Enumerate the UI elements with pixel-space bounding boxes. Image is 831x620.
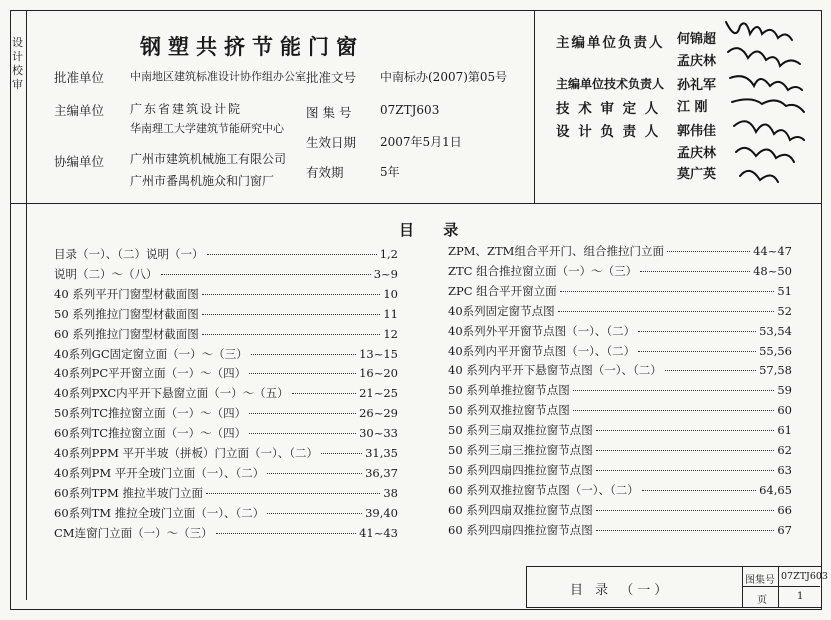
toc-entry-page: 21~25	[359, 386, 398, 401]
toc-leader-dots	[202, 314, 381, 315]
toc-right-row	[448, 283, 792, 299]
toc-left-row	[54, 505, 398, 521]
toc-left-row	[54, 425, 398, 441]
toc-entry-title: ZTC 组合推拉窗立面（一）～（三）	[448, 263, 638, 278]
co-editor-value: 广州市建筑机械施工有限公司	[130, 152, 287, 166]
toc-heading: 目 录	[399, 221, 471, 239]
toc-entry-page: 41~43	[359, 525, 398, 540]
toc-entry-title: 50 系列单推拉窗节点图	[448, 383, 570, 398]
toc-entry-page: 38	[383, 485, 398, 500]
toc-entry-page: 11	[383, 306, 398, 321]
toc-entry-page: 55,56	[759, 343, 792, 358]
toc-leader-dots	[249, 373, 356, 374]
toc-entry-title: 40系列内平开窗节点图（一）、（二）	[448, 343, 636, 358]
toc-entry-page: 3~9	[373, 266, 398, 281]
toc-right-row	[448, 362, 792, 378]
toc-leader-dots	[596, 470, 775, 471]
approval-no-label: 批准文号	[306, 70, 357, 85]
toc-left-row	[54, 365, 398, 381]
toc-entry-title: 60 系列四扇四推拉窗节点图	[448, 522, 593, 537]
toc-left-row	[54, 266, 398, 282]
toc-entry-title: 60 系列双推拉窗节点图（一）、（二）	[448, 482, 639, 497]
name-design-head-2: 孟庆林	[677, 146, 717, 161]
toc-leader-dots	[638, 351, 756, 352]
toc-entry-page: 13~15	[359, 346, 398, 361]
toc-entry-page: 62	[777, 443, 792, 457]
toc-entry-page: 59	[777, 383, 792, 398]
toc-left-row	[54, 405, 398, 421]
title-block-divider	[742, 566, 743, 608]
validity-value: 5年	[380, 165, 400, 179]
name-design-head-1: 郭伟佳	[677, 124, 717, 139]
approval-unit-value: 中南地区建筑标准设计协作组办公室	[130, 70, 306, 83]
role-tech-approver: 技 术 审 定 人	[556, 101, 661, 117]
title-block-inner-divider	[778, 566, 779, 608]
toc-entry-title: 50系列TC推拉窗立面（一）～（四）	[54, 406, 247, 421]
toc-right-row	[448, 502, 792, 518]
toc-entry-title: CM连窗门立面（一）～（三）	[54, 525, 213, 540]
chief-editor-label: 主编单位	[54, 103, 105, 118]
toc-entry-page: 1,2	[379, 247, 398, 261]
toc-leader-dots	[665, 370, 756, 371]
toc-entry-page: 66	[777, 502, 792, 517]
name-tech-approver: 江 刚	[677, 100, 708, 115]
toc-left-row	[54, 525, 398, 541]
toc-leader-dots	[161, 274, 371, 275]
toc-leader-dots	[573, 390, 775, 391]
atlas-title: 钢塑共挤节能门窗	[140, 34, 364, 59]
toc-entry-page: 44~47	[753, 244, 792, 258]
toc-left-row	[54, 346, 398, 362]
toc-entry-page: 51	[777, 283, 792, 298]
chief-editor-value-2: 华南理工大学建筑节能研究中心	[130, 122, 284, 135]
toc-right-row	[448, 482, 792, 498]
toc-entry-title: ZPM、ZTM组合平开门、组合推拉门立面	[448, 244, 664, 258]
page-cell-label: 页	[757, 595, 767, 606]
toc-leader-dots	[292, 393, 356, 394]
toc-entry-page: 12	[383, 326, 398, 341]
toc-right-row	[448, 382, 792, 398]
toc-entry-page: 60	[777, 403, 792, 418]
toc-right-row	[448, 522, 792, 538]
toc-leader-dots	[596, 430, 775, 431]
toc-entry-title: 60系列TPM 推拉半玻门立面	[54, 485, 203, 500]
toc-entry-page: 64,65	[759, 482, 792, 497]
toc-entry-page: 63	[777, 462, 792, 477]
toc-entry-title: 50 系列双推拉窗节点图	[448, 403, 570, 418]
toc-right-row	[448, 303, 792, 319]
toc-leader-dots	[596, 530, 775, 531]
toc-left-row	[54, 445, 398, 461]
atlas-no-value: 07ZTJ603	[380, 103, 440, 117]
toc-entry-page: 16~20	[359, 366, 398, 381]
toc-leader-dots	[638, 331, 756, 332]
header-divider	[534, 10, 535, 203]
toc-left-row	[54, 485, 398, 501]
toc-entry-page: 52	[777, 303, 792, 318]
atlas-no-label: 图 集 号	[306, 105, 352, 120]
toc-entry-title: 40系列GC固定窗立面（一）～（三）	[54, 346, 248, 361]
toc-left-row	[54, 286, 398, 302]
name-design-head-3: 莫广英	[677, 167, 717, 182]
toc-leader-dots	[251, 354, 356, 355]
toc-leader-dots	[596, 510, 775, 511]
role-chief-unit-head: 主编单位负责人	[556, 35, 665, 51]
toc-entry-title: 40系列外平开窗节点图（一）、（二）	[448, 323, 636, 338]
left-binding-strip	[26, 10, 27, 600]
toc-leader-dots	[640, 271, 750, 272]
toc-entry-page: 67	[777, 522, 792, 537]
toc-entry-title: 40 系列内平开下悬窗节点图（一）、（二）	[448, 363, 662, 378]
toc-entry-title: 说明（二）～（八）	[54, 266, 158, 281]
toc-right-row	[448, 323, 792, 339]
approval-no-value: 中南标办(2007)第05号	[380, 70, 508, 84]
toc-entry-title: 40系列PXC内平开下悬窗立面（一）～（五）	[54, 386, 289, 401]
toc-right-row	[448, 243, 792, 259]
toc-leader-dots	[202, 294, 381, 295]
validity-label: 有效期	[306, 165, 344, 180]
signature-image	[722, 14, 822, 194]
approval-unit-label: 批准单位	[54, 70, 105, 85]
chief-editor-value: 广东省建筑设计院	[130, 102, 243, 116]
toc-entry-title: 50 系列推拉门窗型材截面图	[54, 306, 199, 321]
toc-leader-dots	[267, 473, 362, 474]
toc-entry-title: 60系列TC推拉窗立面（一）～（四）	[54, 426, 247, 441]
toc-left-row	[54, 326, 398, 342]
toc-entry-title: 40系列PPM 平开半玻（拼板）门立面（一）、（二）	[54, 446, 319, 460]
toc-leader-dots	[207, 254, 377, 255]
toc-entry-page: 31,35	[365, 446, 398, 460]
name-chief-head-2: 孟庆林	[677, 54, 717, 69]
toc-entry-title: 60系列TM 推拉全玻门立面（一）、（二）	[54, 505, 265, 520]
toc-leader-dots	[216, 533, 357, 534]
toc-entry-title: ZPC 组合平开窗立面	[448, 283, 557, 298]
toc-entry-title: 50 系列三扇三推拉窗节点图	[448, 443, 593, 457]
toc-leader-dots	[560, 291, 775, 292]
toc-entry-title: 40系列固定窗节点图	[448, 303, 555, 318]
toc-entry-title: 40 系列平开门窗型材截面图	[54, 286, 199, 301]
side-stamp: 设计 校审	[12, 36, 23, 91]
effective-date-value: 2007年5月1日	[380, 135, 462, 149]
toc-left-row	[54, 465, 398, 481]
toc-right-row	[448, 442, 792, 458]
toc-entry-title: 50 系列四扇四推拉窗节点图	[448, 462, 593, 477]
name-tech-head: 孙礼军	[677, 78, 717, 93]
co-editor-value-2: 广州市番禺机施众和门窗厂	[130, 174, 275, 188]
toc-entry-title: 60 系列推拉门窗型材截面图	[54, 326, 199, 341]
toc-right-row	[448, 402, 792, 418]
toc-entry-page: 53,54	[759, 323, 792, 338]
toc-right-row	[448, 462, 792, 478]
toc-leader-dots	[558, 311, 775, 312]
toc-entry-title: 60 系列四扇双推拉窗节点图	[448, 502, 593, 517]
title-block-name: 目 录 （一）	[570, 583, 672, 598]
atlas-no-cell-value: 07ZTJ603	[781, 571, 828, 582]
role-tech-head: 主编单位技术负责人	[556, 77, 665, 91]
toc-entry-title: 50 系列三扇双推拉窗节点图	[448, 423, 593, 438]
toc-left-row	[54, 385, 398, 401]
title-block-mid-rule	[742, 586, 820, 587]
toc-leader-dots	[249, 433, 356, 434]
toc-entry-page: 48~50	[753, 263, 792, 278]
toc-right-row	[448, 343, 792, 359]
effective-date-label: 生效日期	[306, 135, 357, 150]
atlas-no-cell-label: 图集号	[745, 575, 775, 586]
header-bottom-rule	[10, 203, 822, 204]
toc-right-row	[448, 422, 792, 438]
toc-entry-page: 61	[777, 423, 792, 438]
toc-entry-page: 30~33	[359, 426, 398, 441]
toc-entry-page: 39,40	[365, 505, 398, 520]
toc-right-row	[448, 263, 792, 279]
toc-entry-title: 40系列PM 平开全玻门立面（一）、（二）	[54, 465, 265, 480]
toc-left-row	[54, 246, 398, 262]
toc-entry-page: 57,58	[759, 363, 792, 378]
role-design-head: 设 计 负 责 人	[556, 124, 661, 140]
toc-entry-page: 10	[383, 286, 398, 301]
toc-leader-dots	[249, 413, 356, 414]
toc-leader-dots	[206, 493, 380, 494]
toc-leader-dots	[267, 513, 362, 514]
toc-leader-dots	[596, 450, 775, 451]
toc-leader-dots	[667, 251, 750, 252]
toc-entry-page: 26~29	[359, 406, 398, 421]
page-cell-value: 1	[797, 591, 804, 602]
co-editor-label: 协编单位	[54, 154, 105, 169]
toc-leader-dots	[202, 334, 381, 335]
name-chief-head-1: 何锦超	[677, 32, 717, 47]
toc-entry-title: 40系列PC平开窗立面（一）～（四）	[54, 366, 247, 381]
toc-entry-title: 目录（一）、（二）说明（一）	[54, 247, 204, 261]
toc-leader-dots	[642, 490, 756, 491]
toc-entry-page: 36,37	[365, 465, 398, 480]
toc-left-row	[54, 306, 398, 322]
toc-leader-dots	[573, 410, 775, 411]
toc-leader-dots	[321, 453, 362, 454]
